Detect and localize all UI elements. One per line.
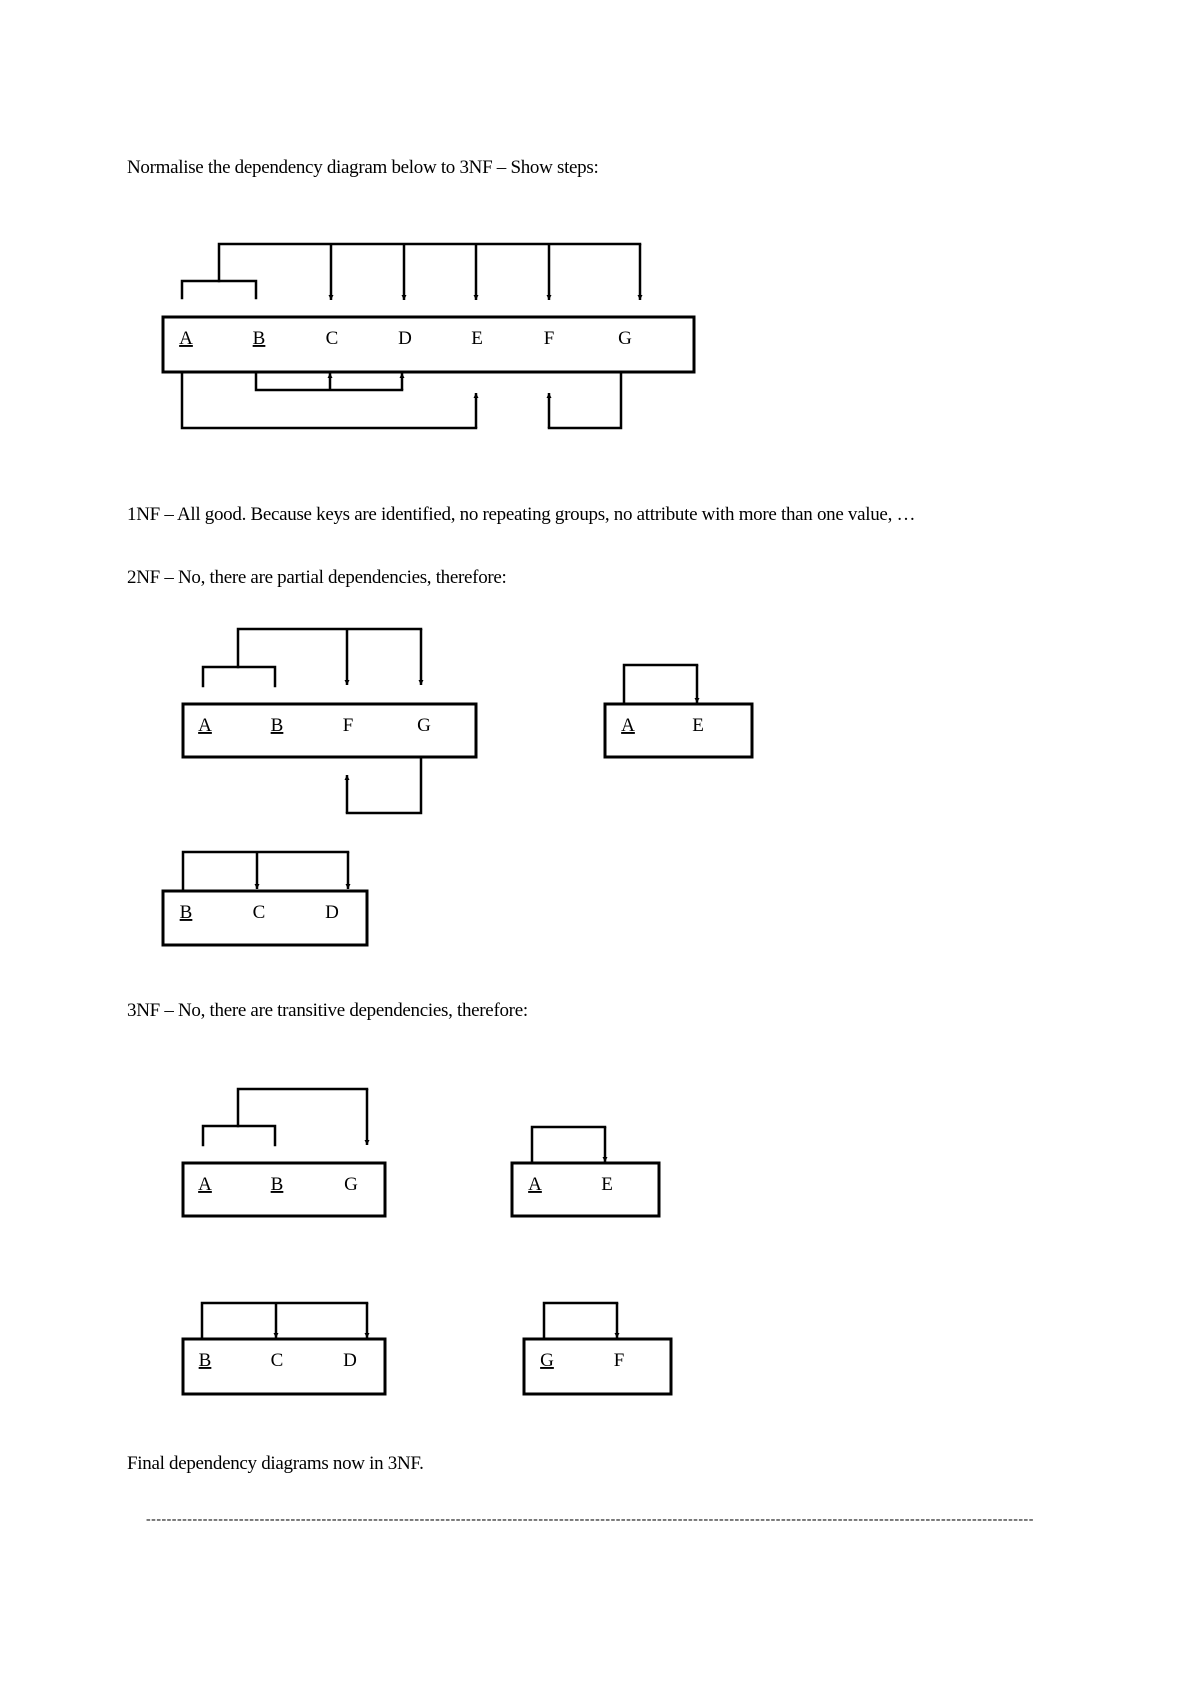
- original-attr-B: B: [252, 328, 266, 349]
- original-g-line: [549, 372, 621, 428]
- nf3-bcd-line: [202, 1303, 367, 1339]
- nf2_bcd-attr-C: C: [252, 902, 266, 923]
- original-attr-E: E: [471, 328, 483, 349]
- nf3_gf-attr-G: G: [540, 1350, 554, 1371]
- instruction-text: Normalise the dependency diagram below to 3NF – Show steps:: [127, 157, 599, 178]
- nf2_bcd-attr-D: D: [325, 902, 339, 923]
- nf3_bcd-attr-D: D: [343, 1350, 357, 1371]
- nf2_bcd-attr-B: B: [179, 902, 193, 923]
- nf2-main-key-bracket: [203, 667, 275, 686]
- nf2-main-g-line: [347, 757, 421, 813]
- nf3-ae-line: [532, 1127, 605, 1163]
- nf2-ae-line: [624, 665, 697, 704]
- nf3_abg-attr-B: B: [270, 1174, 284, 1195]
- nf2_ae-attr-A: A: [621, 715, 635, 736]
- nf2_main-attr-A: A: [198, 715, 212, 736]
- nf3_abg-attr-A: A: [198, 1174, 212, 1195]
- nf3_bcd-attr-B: B: [198, 1350, 212, 1371]
- original-attr-C: C: [325, 328, 339, 349]
- original-attr-F: F: [543, 328, 555, 349]
- nf3_abg-attr-G: G: [344, 1174, 358, 1195]
- original-attr-A: A: [179, 328, 193, 349]
- step-2nf-text: 2NF – No, there are partial dependencies, therefore:: [127, 567, 507, 588]
- original-box: [163, 317, 694, 372]
- nf3-abg-key-bracket: [203, 1126, 275, 1145]
- nf2_main-box: [183, 704, 476, 757]
- nf3-gf-line: [544, 1303, 617, 1339]
- original-attr-D: D: [398, 328, 412, 349]
- conclusion-text: Final dependency diagrams now in 3NF.: [127, 1453, 424, 1474]
- divider-line: ----------------------------------------------------------------------------------------------------------------------------------------------------------------------------: [146, 1512, 1034, 1527]
- nf2_main-attr-F: F: [342, 715, 354, 736]
- nf3_bcd-attr-C: C: [270, 1350, 284, 1371]
- step-1nf-text: 1NF – All good. Because keys are identified, no repeating groups, no attribute with more than one value, …: [127, 504, 916, 525]
- nf3_ae-attr-E: E: [601, 1174, 613, 1195]
- step-3nf-text: 3NF – No, there are transitive dependencies, therefore:: [127, 1000, 528, 1021]
- nf2_main-attr-B: B: [270, 715, 284, 736]
- nf3-abg-top-line: [238, 1089, 367, 1126]
- nf3_gf-attr-F: F: [613, 1350, 625, 1371]
- nf3_ae-attr-A: A: [528, 1174, 542, 1195]
- original-top-line: [219, 244, 640, 281]
- original-key-bracket: [182, 281, 256, 298]
- nf2-bcd-line: [183, 852, 348, 891]
- nf2-main-top-line: [238, 629, 421, 667]
- original-attr-G: G: [618, 328, 632, 349]
- nf2_ae-attr-E: E: [692, 715, 704, 736]
- nf2_main-attr-G: G: [417, 715, 431, 736]
